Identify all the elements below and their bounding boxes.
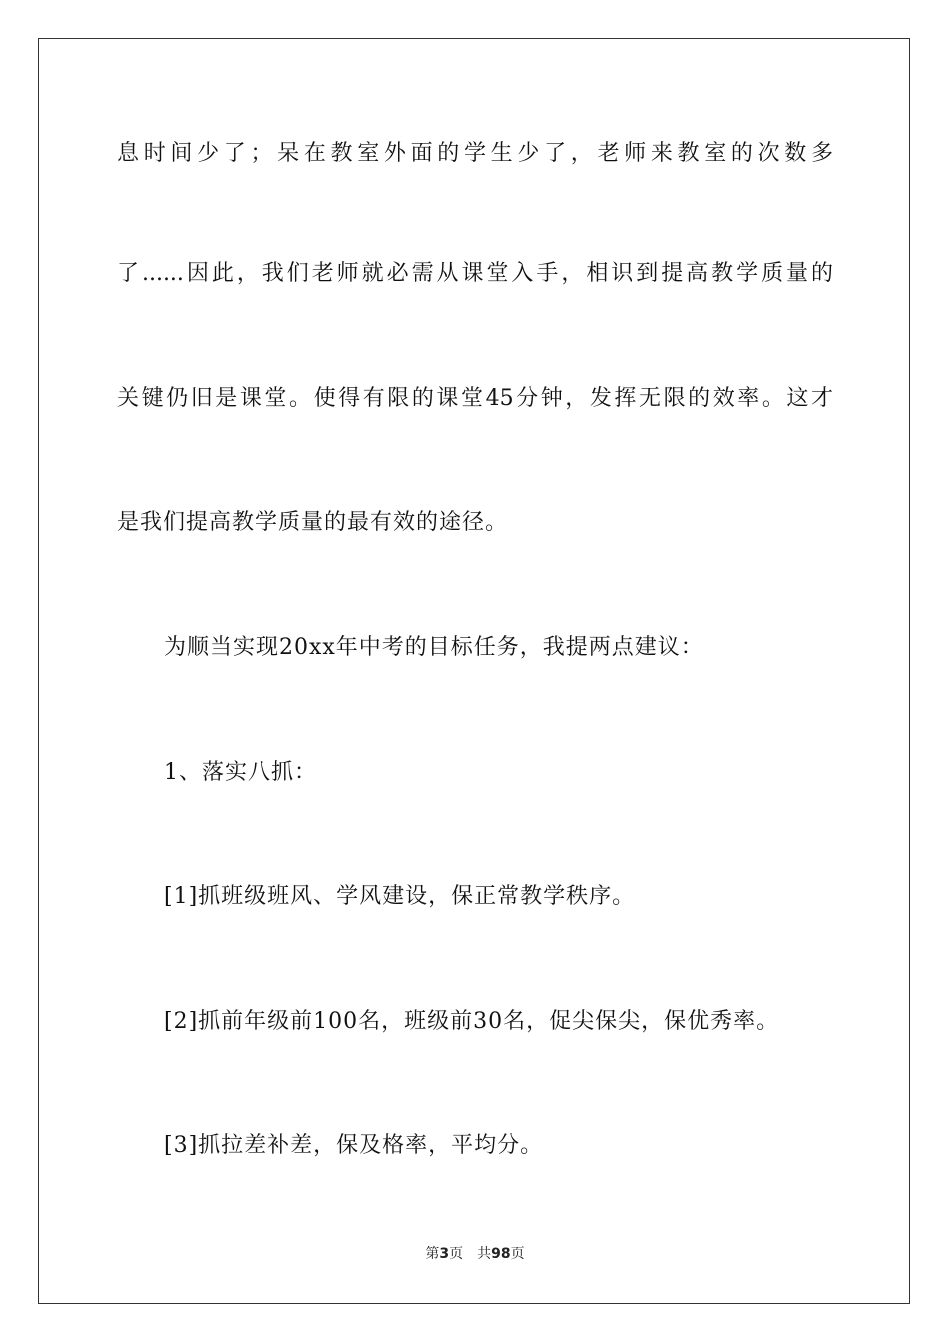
body-text-line: 关键仍旧是课堂。使得有限的课堂45分钟，发挥无限的效率。这才 [117,386,833,411]
list-item: [2]抓前年级前100名，班级前30名，促尖保尖，保优秀率。 [164,1009,780,1034]
footer-total-suffix: 页 [510,1246,525,1262]
body-text-line: 息时间少了；呆在教室外面的学生少了，老师来教室的次数多 [117,141,833,166]
footer-page-prefix: 第 [425,1246,440,1262]
body-text-line: 是我们提高教学质量的最有效的途径。 [117,510,509,535]
list-heading: 1、落实八抓： [164,760,317,785]
footer-total-pages: 98 [491,1246,511,1262]
paragraph-suggestions-intro: 为顺当实现20xx年中考的目标任务，我提两点建议： [164,635,704,660]
footer-page-number: 3 [439,1246,450,1262]
list-item: [3]抓拉差补差，保及格率，平均分。 [164,1133,544,1158]
page-footer [0,1244,950,1264]
footer-page-suffix: 页 [449,1246,464,1262]
page-border [38,38,910,1304]
list-item: [1]抓班级班风、学风建设，保正常教学秩序。 [164,884,636,909]
body-text-line: 了......因此，我们老师就必需从课堂入手，相识到提高教学质量的 [117,261,833,286]
footer-total-prefix: 共 [477,1246,492,1262]
